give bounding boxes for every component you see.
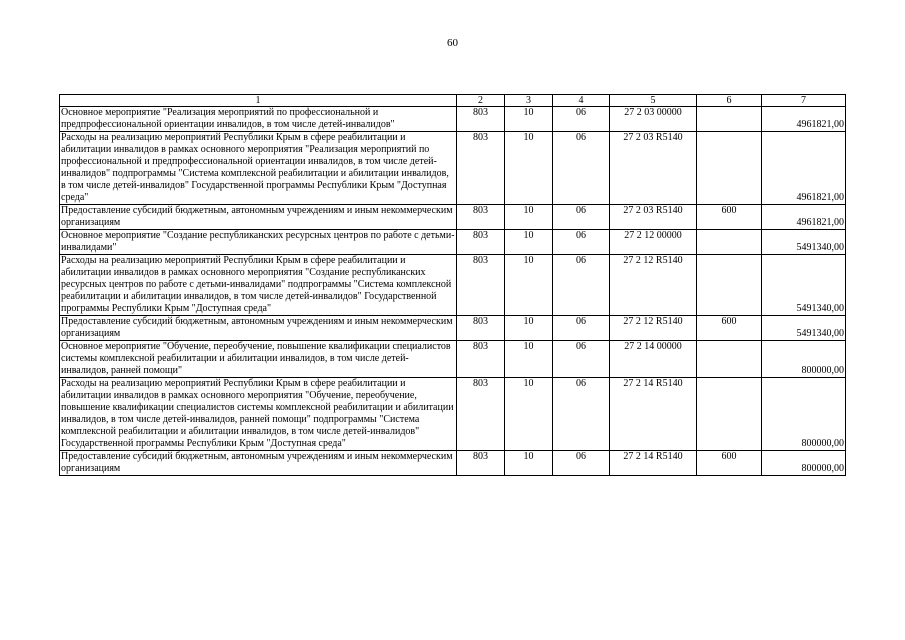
row-amount: 800000,00 [762, 451, 846, 476]
row-grbs: 803 [457, 316, 505, 341]
row-name: Расходы на реализацию мероприятий Республики Крым в сфере реабилитации и абилитации инвалидов в рамках основного мероприятия "Создание республиканских ресурсных центров по работе с детьми-инвалидами" подпрограммы "Система комплексной реабилитации и абилитации инвалидов, в том числе детей-инвалидов" Государственной программы Республики Крым "Доступная среда" [60, 255, 457, 316]
row-name: Основное мероприятие "Создание республиканских ресурсных центров по работе с детьми-инвалидами" [61, 230, 455, 253]
header-col-3: 3 [505, 95, 553, 107]
table-row [60, 230, 846, 255]
row-grbs: 803 [457, 107, 505, 132]
row-section: 10 [505, 205, 553, 230]
row-target-article: 27 2 03 00000 [610, 107, 697, 132]
table-row [60, 255, 846, 316]
row-name: Основное мероприятие "Обучение, переобучение, повышение квалификации специалистов системы комплексной реабилитации и абилитации инвалидов, в том числе детей-инвалидов, ранней помощи" [60, 341, 457, 378]
row-expense-type [697, 107, 762, 132]
row-amount: 800000,00 [762, 341, 846, 378]
header-col-2: 2 [457, 95, 505, 107]
row-section: 10 [505, 132, 553, 205]
header-row [60, 95, 846, 107]
row-expense-type [697, 341, 762, 378]
row-amount: 5491340,00 [762, 255, 846, 316]
row-amount: 5491340,00 [762, 230, 846, 255]
row-target-article: 27 2 14 00000 [610, 341, 697, 378]
table-header [60, 95, 846, 107]
row-amount: 4961821,00 [762, 132, 846, 205]
row-name: Основное мероприятие "Реализация мероприятий по профессиональной и предпрофессиональной ориентации инвалидов, в том числе детей-инвалидов" [60, 107, 457, 132]
row-subsection: 06 [553, 255, 610, 316]
table-body [60, 107, 846, 476]
row-grbs: 803 [457, 378, 505, 451]
row-name: Предоставление субсидий бюджетным, автономным учреждениям и иным некоммерческим организациям [60, 451, 457, 476]
row-amount: 4961821,00 [762, 107, 846, 132]
table-row [60, 316, 846, 341]
row-expense-type [697, 230, 762, 255]
table-row [60, 451, 846, 476]
header-col-7: 7 [762, 95, 846, 107]
row-section: 10 [505, 341, 553, 378]
row-expense-type: 600 [697, 205, 762, 230]
header-col-4: 4 [553, 95, 610, 107]
row-expense-type: 600 [697, 451, 762, 476]
row-section: 10 [505, 230, 553, 255]
row-name: Расходы на реализацию мероприятий Республики Крым в сфере реабилитации и абилитации инвалидов в рамках основного мероприятия "Обучение, переобучение, повышение квалификации специалистов системы комплексной реабилитации и абилитации инвалидов, в том числе детей-инвалидов, ранней помощи" подпрограммы "Система комплексной реабилитации и абилитации инвалидов, в том числе детей-инвалидов" Государственной программы Республики Крым "Доступная среда" [60, 378, 457, 451]
row-section: 10 [505, 451, 553, 476]
row-grbs: 803 [457, 132, 505, 205]
row-amount: 5491340,00 [762, 316, 846, 341]
row-subsection: 06 [553, 378, 610, 451]
table-row [60, 205, 846, 230]
row-subsection: 06 [553, 107, 610, 132]
table-row [60, 378, 846, 451]
row-grbs: 803 [457, 451, 505, 476]
table-row [60, 341, 846, 378]
row-subsection: 06 [553, 451, 610, 476]
row-name: Предоставление субсидий бюджетным, автономным учреждениям и иным некоммерческим организациям [60, 316, 457, 341]
header-col-5: 5 [610, 95, 697, 107]
row-subsection: 06 [553, 341, 610, 378]
row-target-article: 27 2 12 R5140 [610, 255, 697, 316]
row-target-article: 27 2 14 R5140 [610, 451, 697, 476]
row-target-article: 27 2 03 R5140 [610, 205, 697, 230]
row-amount: 4961821,00 [762, 205, 846, 230]
row-grbs: 803 [457, 205, 505, 230]
row-target-article: 27 2 12 00000 [610, 230, 697, 255]
row-amount: 800000,00 [762, 378, 846, 451]
table-row [60, 132, 846, 205]
row-expense-type [697, 255, 762, 316]
header-col-1: 1 [60, 95, 457, 107]
row-name: Предоставление субсидий бюджетным, автономным учреждениям и иным некоммерческим организациям [60, 205, 457, 230]
row-grbs: 803 [457, 230, 505, 255]
row-expense-type: 600 [697, 316, 762, 341]
row-subsection: 06 [553, 316, 610, 341]
row-section: 10 [505, 378, 553, 451]
header-col-6: 6 [697, 95, 762, 107]
table-row [60, 107, 846, 132]
row-target-article: 27 2 14 R5140 [610, 378, 697, 451]
row-section: 10 [505, 255, 553, 316]
row-expense-type [697, 378, 762, 451]
row-subsection: 06 [553, 205, 610, 230]
row-section: 10 [505, 107, 553, 132]
budget-table [59, 94, 846, 476]
row-subsection: 06 [553, 230, 610, 255]
row-grbs: 803 [457, 341, 505, 378]
row-target-article: 27 2 12 R5140 [610, 316, 697, 341]
row-target-article: 27 2 03 R5140 [610, 132, 697, 205]
row-subsection: 06 [553, 132, 610, 205]
row-section: 10 [505, 316, 553, 341]
row-name: Расходы на реализацию мероприятий Республики Крым в сфере реабилитации и абилитации инвалидов в рамках основного мероприятия "Реализация мероприятий по профессиональной и предпрофессиональной ориентации инвалидов, в том числе детей-инвалидов" подпрограммы "Система комплексной реабилитации и абилитации инвалидов, в том числе детей-инвалидов" Государственной программы Республики Крым "Доступная среда" [60, 132, 457, 205]
row-expense-type [697, 132, 762, 205]
page-number: 60 [447, 37, 458, 49]
row-grbs: 803 [457, 255, 505, 316]
